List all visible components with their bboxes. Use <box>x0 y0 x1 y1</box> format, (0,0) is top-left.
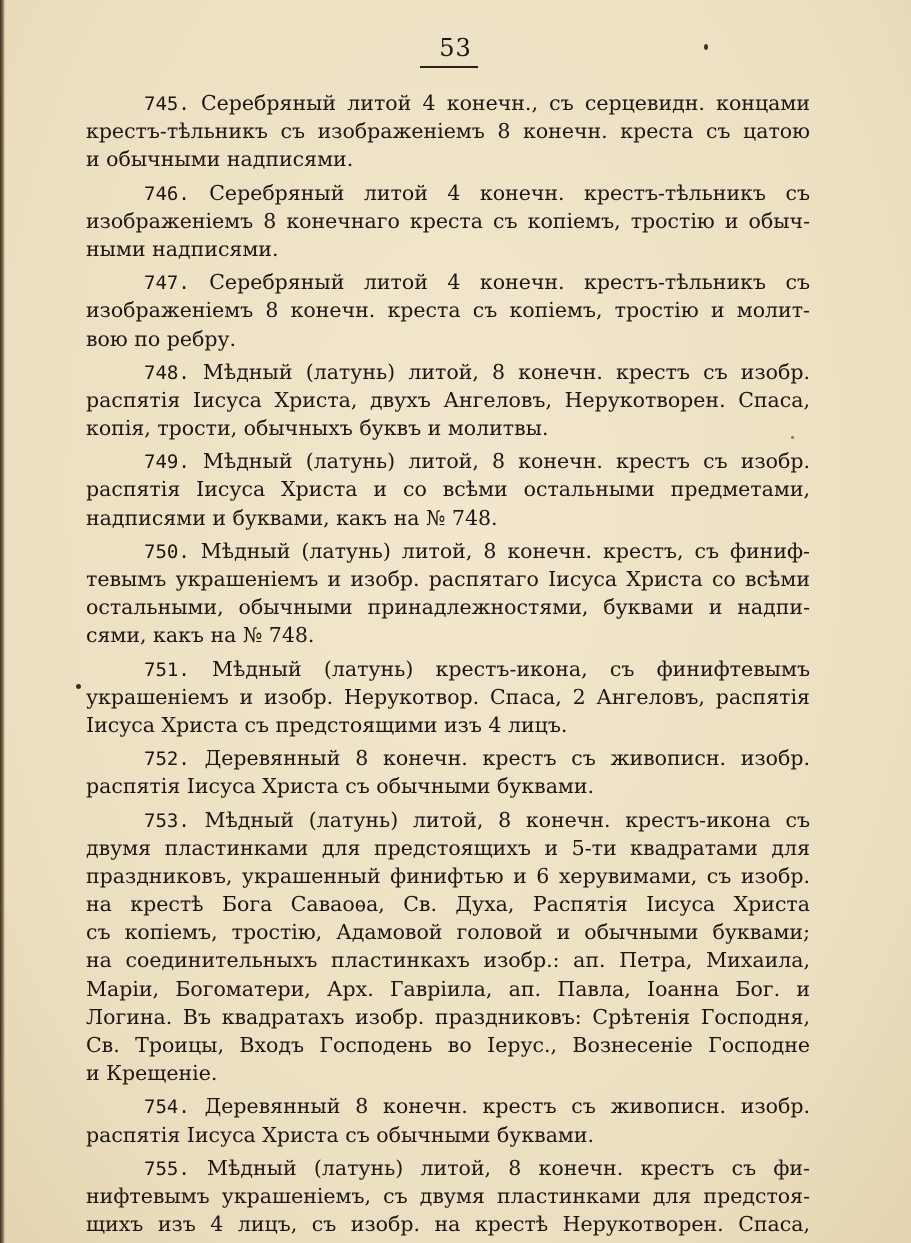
ink-speck <box>76 684 81 689</box>
entry-text-line: и Крещеніе. <box>86 1061 218 1086</box>
entry-number: 746. <box>144 182 190 205</box>
catalog-entry <box>86 1092 810 1148</box>
entry-text-line: Іисуса Христа съ предстоящими изъ 4 лицъ. <box>86 712 568 737</box>
entry-text-line: Св. Троицы, Входъ Господень во Іерус., Вознесеніе Господне <box>86 1033 810 1057</box>
entry-first-line <box>86 655 810 683</box>
ink-speck <box>704 44 708 50</box>
entry-first-line <box>86 179 810 207</box>
catalog-entries <box>86 89 810 1243</box>
entry-first-line <box>86 537 810 565</box>
catalog-entry <box>86 806 810 1088</box>
entry-text-line: распятія Іисуса Христа съ обычными буквами. <box>86 774 595 799</box>
entry-text-line: вою по ребру. <box>86 326 237 351</box>
entry-text-line: распятія Іисуса Христа съ обычными буквами. <box>86 1122 595 1147</box>
entry-number: 747. <box>144 272 190 295</box>
entry-number: 748. <box>144 361 190 384</box>
entry-number: 749. <box>144 451 190 474</box>
entry-text-line: и обычными надписями. <box>86 147 354 172</box>
entry-first-line <box>86 268 810 296</box>
entry-number: 753. <box>144 809 190 832</box>
entry-text-line: копія, трости, обычныхъ буквъ и молитвы. <box>86 416 549 441</box>
entry-text-line: остальными, обычными принадлежностями, буквами и надпи- <box>86 595 810 620</box>
entry-number: 750. <box>144 540 190 563</box>
entry-first-line <box>86 1154 810 1182</box>
entry-text-line: двумя пластинками для предстоящихъ и 5-ти квадратами для <box>86 835 810 860</box>
catalog-entry <box>86 358 810 443</box>
entry-text-line: изображеніемъ 8 конечнаго креста съ копіемъ, тростію и обыч- <box>86 208 810 233</box>
entry-text-line: распятія Іисуса Христа, двухъ Ангеловъ, Нерукотворен. Спаса, <box>86 387 810 412</box>
entry-number: 755. <box>144 1157 190 1180</box>
entry-text-line: нифтевымъ украшеніемъ, съ двумя пластинками для предстоя- <box>86 1183 810 1208</box>
entry-text: Серебряный литой 4 конечн., съ серцевидн. концами <box>200 91 810 115</box>
entry-text-line: Логина. Въ квадратахъ изобр. праздниковъ: Срѣтенія Господня, <box>86 1004 810 1029</box>
ink-speck <box>791 436 794 439</box>
entry-text: Деревянный 8 конечн. крестъ съ живописн. изобр. <box>204 746 810 771</box>
entry-first-line <box>86 447 810 475</box>
entry-text: Мѣдный (латунь) литой, 8 конечн. крестъ съ изобр. <box>202 449 810 474</box>
entry-text: Серебряный литой 4 конечн. крестъ-тѣльникъ съ <box>209 270 810 295</box>
catalog-entry <box>86 447 810 532</box>
catalog-entry <box>86 89 810 174</box>
entry-number: 754. <box>144 1096 190 1119</box>
entry-text-line: на соединительныхъ пластинкахъ изобр.: ап. Петра, Михаила, <box>86 948 810 973</box>
entry-text-line: Маріи, Богоматери, Арх. Гавріила, ап. Павла, Іоанна Бог. и <box>86 976 810 1001</box>
catalog-entry <box>86 537 810 650</box>
page-number-rule <box>420 66 478 68</box>
entry-first-line <box>86 89 810 117</box>
entry-text-line: изображеніемъ 8 конечн. креста съ копіемъ, тростію и молит- <box>86 298 810 323</box>
entry-text-line: сями, какъ на № 748. <box>86 623 315 648</box>
entry-text-line: надписями и буквами, какъ на № 748. <box>86 505 498 530</box>
page-number: 53 <box>439 34 472 62</box>
entry-first-line <box>86 358 810 386</box>
page-binding-edge <box>0 0 5 1243</box>
entry-text-line: праздниковъ, украшенный финифтью и 6 херувимами, съ изобр. <box>86 863 810 888</box>
entry-first-line <box>86 1092 810 1120</box>
catalog-entry <box>86 179 810 264</box>
entry-number: 752. <box>144 748 190 771</box>
catalog-entry <box>86 744 810 800</box>
entry-first-line <box>86 806 810 834</box>
entry-number: 751. <box>144 658 190 681</box>
entry-text-line: украшеніемъ и изобр. Нерукотвор. Спаса, 2 Ангеловъ, распятія <box>86 684 810 709</box>
entry-text-line: крестъ-тѣльникъ съ изображеніемъ 8 конечн. креста съ цатою <box>86 119 810 144</box>
entry-text: Серебряный литой 4 конечн. крестъ-тѣльникъ съ <box>209 180 810 205</box>
entry-text: Деревянный 8 конечн. крестъ съ живописн. изобр. <box>204 1094 810 1119</box>
catalog-entry <box>86 655 810 740</box>
catalog-entry <box>86 1154 810 1239</box>
entry-text-line: на крестѣ Бога Саваоѳа, Св. Духа, Распятія Іисуса Христа <box>86 892 810 917</box>
entry-text-line: ными надписями. <box>86 236 279 261</box>
entry-text-line: съ копіемъ, тростію, Адамовой головой и обычными буквами; <box>86 920 810 945</box>
entry-text: Мѣдный (латунь) литой, 8 конечн. крестъ-икона съ <box>204 807 810 832</box>
entry-text-line: тевымъ украшеніемъ и изобр. распятаго Іисуса Христа со всѣми <box>86 567 810 591</box>
entry-text-line: щихъ изъ 4 лицъ, съ изобр. на крестѣ Нерукотворен. Спаса, <box>86 1212 810 1237</box>
entry-text: Мѣдный (латунь) крестъ-икона, съ финифтевымъ <box>212 656 810 681</box>
entry-text: Мѣдный (латунь) литой, 8 конечн. крестъ, съ финиф- <box>200 538 810 563</box>
entry-text-line: распятія Іисуса Христа и со всѣми остальными предметами, <box>86 477 810 502</box>
entry-text: Мѣдный (латунь) литой, 8 конечн. крестъ съ изобр. <box>202 359 810 384</box>
entry-first-line <box>86 744 810 772</box>
catalog-entry <box>86 268 810 353</box>
entry-text: Мѣдный (латунь) литой, 8 конечн. крестъ съ фи- <box>207 1155 810 1180</box>
entry-number: 745. <box>144 93 190 115</box>
